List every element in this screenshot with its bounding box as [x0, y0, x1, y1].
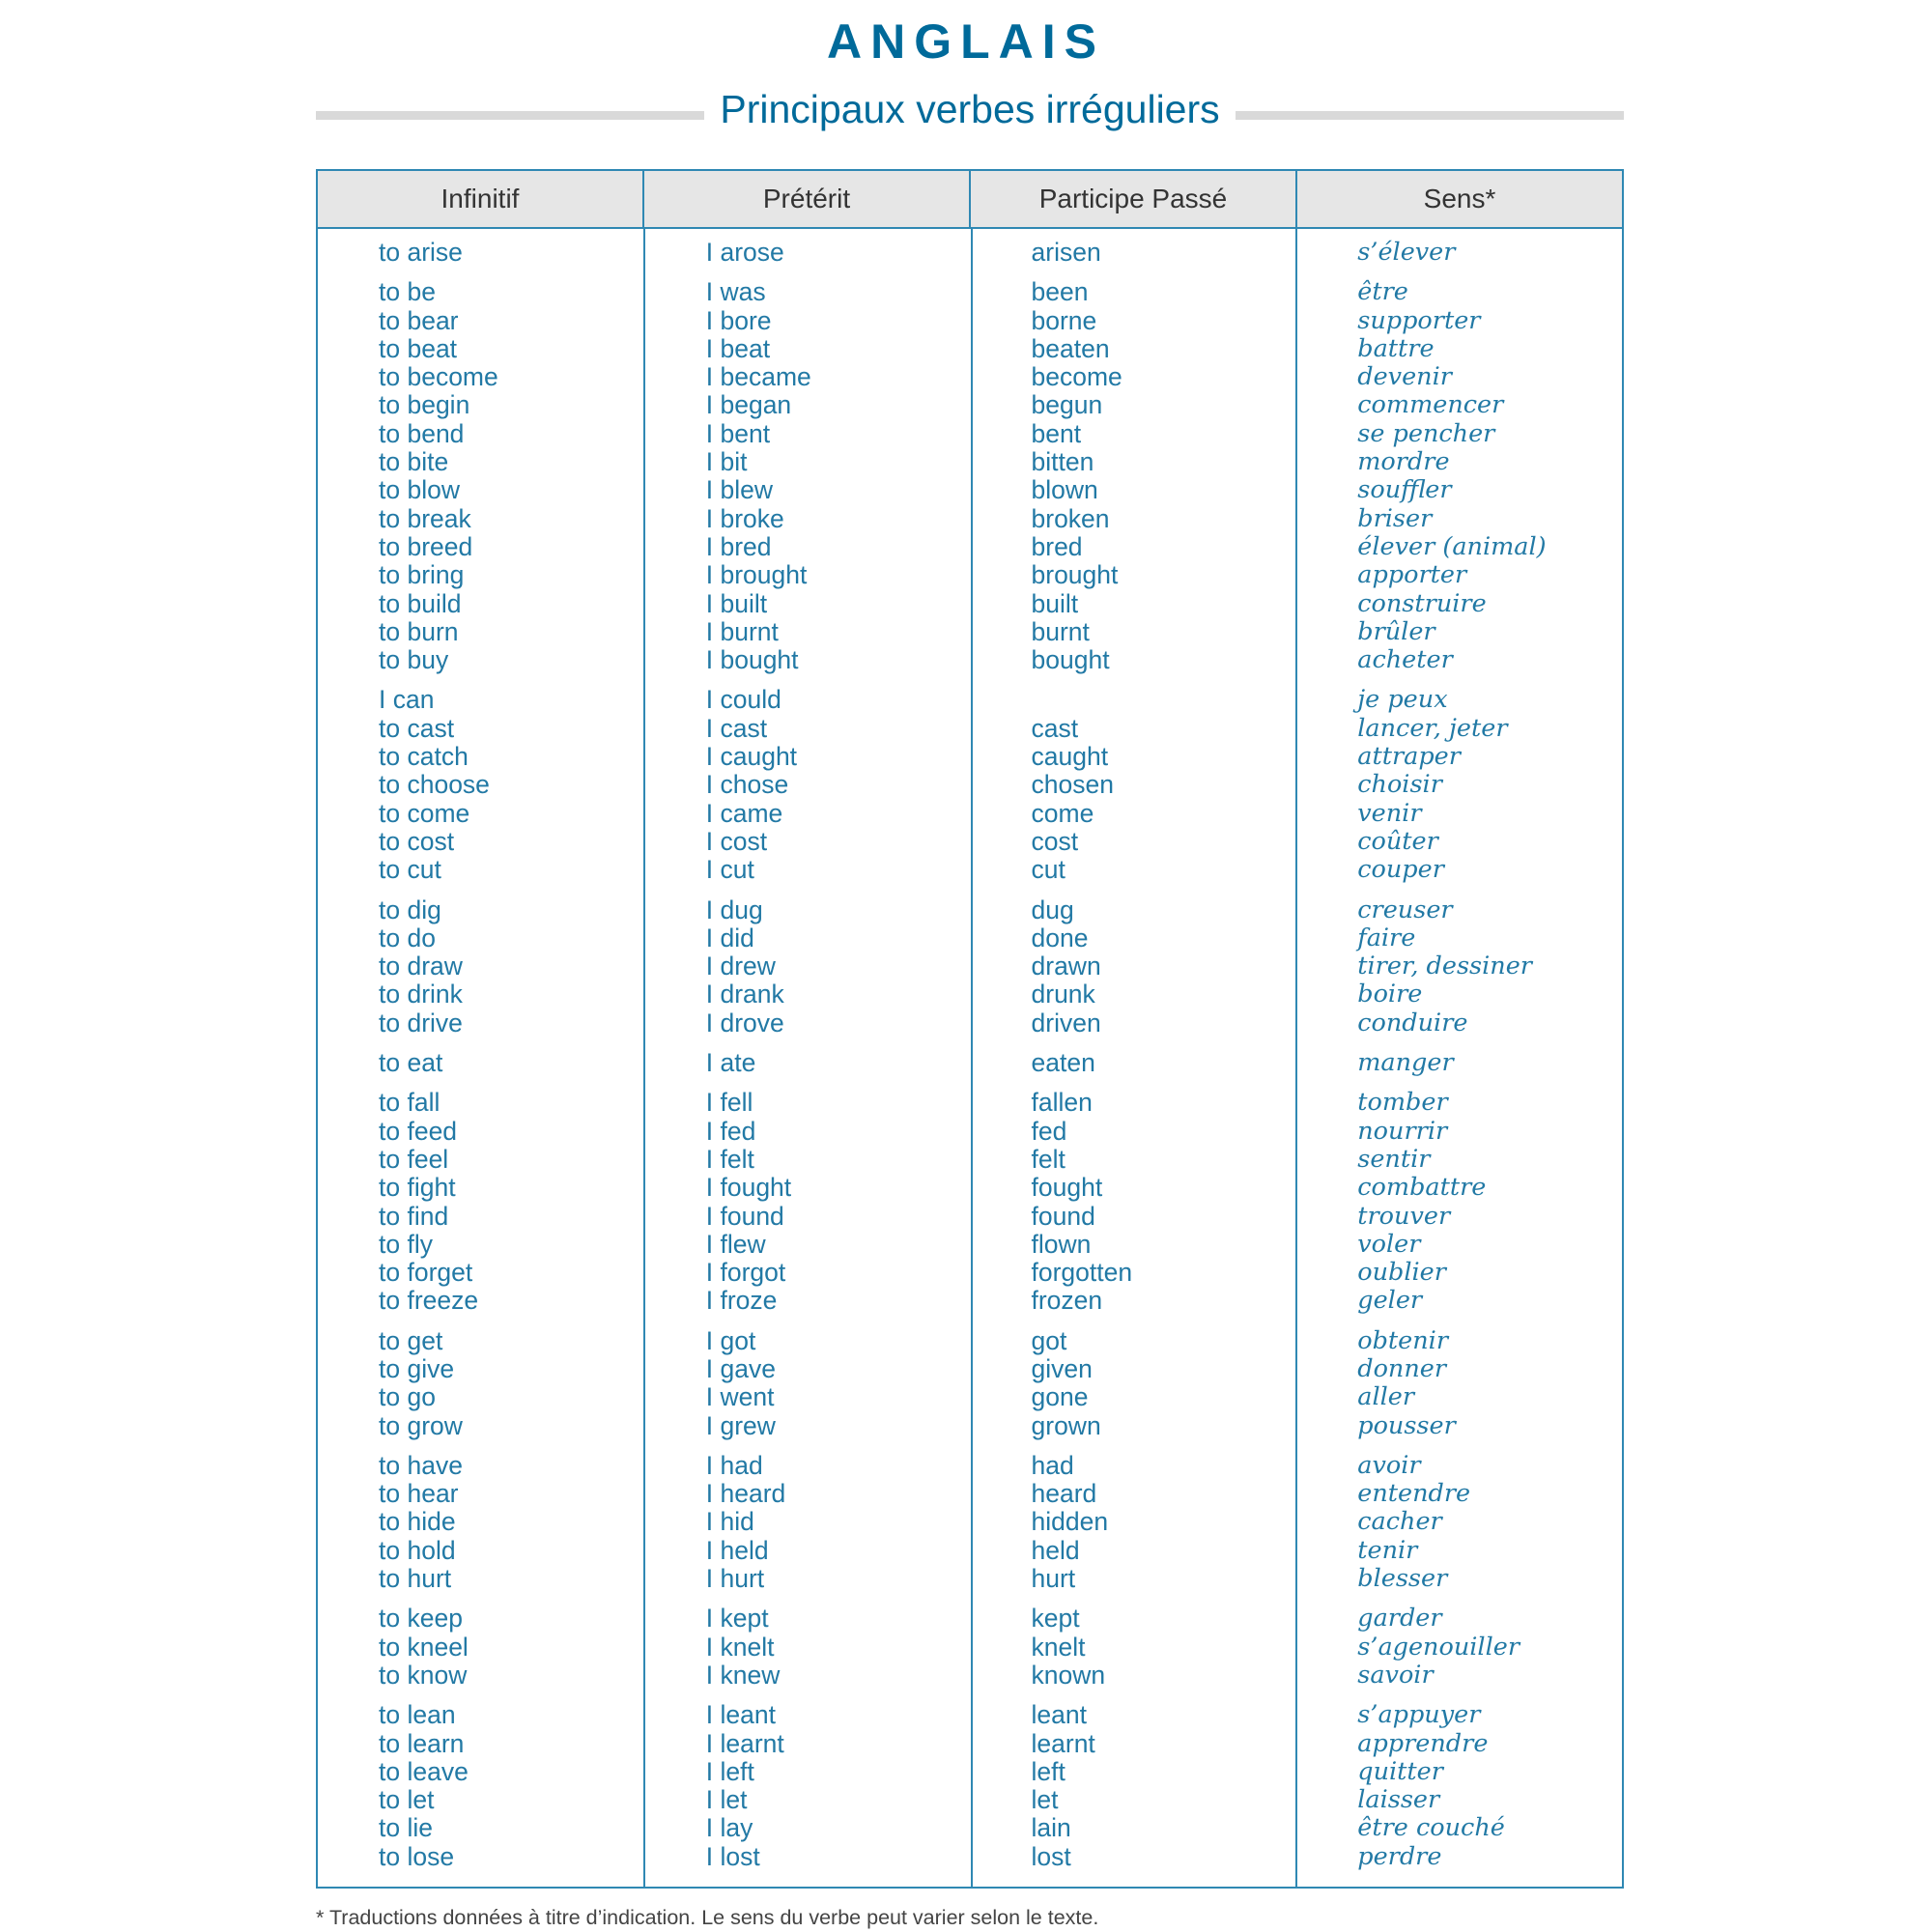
meaning-cell: élever (animal): [1357, 531, 1547, 561]
preterite-cell: I let: [705, 1785, 748, 1815]
preterite-cell: I dug: [705, 895, 763, 924]
preterite-cell: I kept: [705, 1604, 769, 1634]
meaning-cell: apprendre: [1357, 1728, 1489, 1758]
infinitive-cell: to fight: [379, 1173, 456, 1203]
past-participle-cell: got: [1031, 1325, 1067, 1355]
infinitive-cell: to find: [379, 1201, 449, 1231]
verb-group: [379, 896, 643, 1037]
preterite-cell: I burnt: [705, 616, 779, 646]
past-participle-cell: bred: [1031, 531, 1083, 561]
meaning-cell: acheter: [1357, 645, 1453, 675]
meaning-cell: perdre: [1357, 1841, 1442, 1871]
past-participle-cell: [1032, 686, 1296, 714]
past-participle-cell: knelt: [1031, 1632, 1086, 1662]
infinitive-cell: to become: [379, 362, 498, 392]
meaning-cell: apporter: [1357, 560, 1467, 590]
verb-group: [1357, 1049, 1622, 1077]
infinitive-cell: to draw: [379, 952, 463, 981]
verb-group: [1032, 1701, 1296, 1871]
meaning-cell: s’élever: [1357, 238, 1456, 267]
verb-group: [1032, 896, 1296, 1037]
preterite-cell: I cast: [705, 713, 768, 743]
past-participle-cell: fallen: [1031, 1088, 1093, 1118]
preterite-cell: I ate: [705, 1048, 756, 1078]
page-subtitle: Principaux verbes irréguliers: [720, 86, 1220, 131]
infinitive-cell: to know: [379, 1660, 468, 1690]
preterite-cell: I flew: [705, 1229, 766, 1259]
verbs-table: [316, 169, 1624, 1889]
infinitive-cell: to eat: [379, 1048, 443, 1078]
preterite-cell: I felt: [705, 1144, 754, 1174]
past-participle-cell: bought: [1031, 645, 1110, 675]
preterite-cell: I bought: [705, 645, 799, 675]
past-participle-cell: drunk: [1031, 980, 1095, 1009]
preterite-cell: I hurt: [705, 1564, 765, 1594]
verb-group: [1357, 1605, 1622, 1690]
infinitive-cell: to freeze: [379, 1286, 479, 1316]
past-participle-cell: let: [1031, 1785, 1059, 1815]
column-infinitive: [318, 229, 643, 1889]
preterite-cell: I lost: [705, 1841, 760, 1871]
verb-group: [379, 278, 643, 674]
past-participle-cell: heard: [1031, 1479, 1097, 1509]
infinitive-cell: to hide: [379, 1507, 456, 1537]
infinitive-cell: to drive: [379, 1008, 463, 1037]
meaning-cell: garder: [1357, 1604, 1442, 1634]
past-participle-cell: known: [1031, 1660, 1106, 1690]
verb-group: [706, 1452, 971, 1593]
subtitle-right-rule: [1236, 111, 1624, 120]
preterite-cell: I fell: [705, 1088, 753, 1118]
meaning-cell: combattre: [1357, 1173, 1487, 1203]
meaning-cell: sentir: [1357, 1144, 1431, 1174]
meaning-cell: se pencher: [1357, 418, 1495, 448]
infinitive-cell: to beat: [379, 333, 458, 363]
meaning-cell: oublier: [1357, 1258, 1446, 1288]
preterite-cell: I chose: [705, 770, 789, 800]
infinitive-cell: to bring: [379, 560, 465, 590]
infinitive-cell: to keep: [379, 1604, 463, 1634]
verb-group: [1032, 1605, 1296, 1690]
meaning-cell: couper: [1357, 855, 1444, 885]
preterite-cell: I became: [705, 362, 811, 392]
past-participle-cell: kept: [1031, 1604, 1080, 1634]
preterite-cell: I froze: [705, 1286, 778, 1316]
preterite-cell: I forgot: [705, 1258, 786, 1288]
past-participle-cell: found: [1031, 1201, 1095, 1231]
meaning-cell: venir: [1357, 798, 1422, 828]
infinitive-cell: to fly: [379, 1229, 433, 1259]
infinitive-cell: to grow: [379, 1410, 463, 1440]
past-participle-cell: fed: [1031, 1116, 1067, 1146]
past-participle-cell: flown: [1031, 1229, 1092, 1259]
header-past-participle: Participe Passé: [969, 171, 1295, 227]
meaning-cell: devenir: [1357, 362, 1452, 392]
infinitive-cell: to build: [379, 588, 462, 618]
past-participle-cell: driven: [1031, 1008, 1101, 1037]
verb-group: [379, 1327, 643, 1440]
past-participle-cell: burnt: [1031, 616, 1090, 646]
past-participle-cell: become: [1031, 362, 1122, 392]
verb-group: [1032, 1327, 1296, 1440]
preterite-cell: I held: [705, 1535, 769, 1565]
verb-group: [706, 1605, 971, 1690]
meaning-cell: briser: [1357, 503, 1433, 533]
preterite-cell: I was: [705, 277, 766, 307]
meaning-cell: souffler: [1357, 475, 1452, 505]
meaning-cell: je peux: [1357, 685, 1448, 715]
infinitive-cell: to learn: [379, 1728, 465, 1758]
table-header: [318, 171, 1622, 229]
infinitive-cell: to begin: [379, 390, 470, 420]
past-participle-cell: lain: [1031, 1813, 1071, 1843]
meaning-cell: aller: [1357, 1382, 1415, 1412]
infinitive-cell: to blow: [379, 475, 460, 505]
preterite-cell: I broke: [705, 503, 784, 533]
past-participle-cell: grown: [1031, 1410, 1101, 1440]
meaning-cell: avoir: [1357, 1450, 1421, 1480]
infinitive-cell: to forget: [379, 1258, 473, 1288]
past-participle-cell: borne: [1031, 305, 1097, 335]
header-meaning: Sens*: [1295, 171, 1622, 227]
past-participle-cell: cost: [1031, 826, 1079, 856]
meaning-cell: tirer, dessiner: [1357, 952, 1532, 981]
verb-group: [379, 1049, 643, 1077]
verb-group: [706, 686, 971, 884]
preterite-cell: I bore: [705, 305, 772, 335]
meaning-cell: être: [1357, 277, 1408, 307]
past-participle-cell: built: [1031, 588, 1079, 618]
past-participle-cell: brought: [1031, 560, 1119, 590]
past-participle-cell: felt: [1031, 1144, 1065, 1174]
preterite-cell: I lay: [705, 1813, 753, 1843]
meaning-cell: cacher: [1357, 1507, 1442, 1537]
preterite-cell: I built: [705, 588, 768, 618]
infinitive-cell: to give: [379, 1353, 455, 1383]
verb-group: [1357, 239, 1622, 267]
verb-group: [1357, 686, 1622, 884]
infinitive-cell: to hold: [379, 1535, 456, 1565]
preterite-cell: I went: [705, 1382, 775, 1412]
infinitive-cell: to let: [379, 1785, 435, 1815]
meaning-cell: manger: [1357, 1048, 1454, 1078]
past-participle-cell: arisen: [1031, 238, 1101, 267]
meaning-cell: lancer, jeter: [1357, 713, 1508, 743]
verb-group: [379, 1701, 643, 1871]
preterite-cell: I leant: [705, 1700, 776, 1730]
meaning-cell: geler: [1357, 1286, 1423, 1316]
subtitle-row: [316, 81, 1624, 137]
preterite-cell: I bred: [705, 531, 772, 561]
verb-group: [706, 896, 971, 1037]
preterite-cell: I could: [705, 685, 781, 715]
preterite-cell: I got: [705, 1325, 756, 1355]
infinitive-cell: I can: [379, 685, 435, 715]
meaning-cell: blesser: [1357, 1564, 1448, 1594]
meaning-cell: laisser: [1357, 1785, 1440, 1815]
past-participle-cell: gone: [1031, 1382, 1089, 1412]
meaning-cell: tenir: [1357, 1535, 1418, 1565]
infinitive-cell: to bear: [379, 305, 459, 335]
column-past-participle: [971, 229, 1296, 1889]
infinitive-cell: to arise: [379, 238, 463, 267]
preterite-cell: I had: [705, 1450, 763, 1480]
infinitive-cell: to come: [379, 798, 470, 828]
past-participle-cell: broken: [1031, 503, 1110, 533]
preterite-cell: I knew: [705, 1660, 781, 1690]
meaning-cell: coûter: [1357, 826, 1438, 856]
infinitive-cell: to hurt: [379, 1564, 452, 1594]
past-participle-cell: beaten: [1031, 333, 1110, 363]
meaning-cell: attraper: [1357, 742, 1461, 772]
infinitive-cell: to bite: [379, 447, 449, 477]
infinitive-cell: to buy: [379, 645, 449, 675]
verb-group: [1357, 1327, 1622, 1440]
past-participle-cell: forgotten: [1031, 1258, 1133, 1288]
past-participle-cell: cut: [1031, 855, 1065, 885]
past-participle-cell: done: [1031, 923, 1089, 952]
verb-group: [379, 1605, 643, 1690]
verb-group: [1357, 1089, 1622, 1315]
past-participle-cell: lost: [1031, 1841, 1071, 1871]
infinitive-cell: to be: [379, 277, 436, 307]
past-participle-cell: bent: [1031, 418, 1082, 448]
meaning-cell: supporter: [1357, 305, 1481, 335]
column-preterite: [643, 229, 971, 1889]
past-participle-cell: leant: [1031, 1700, 1087, 1730]
past-participle-cell: come: [1031, 798, 1094, 828]
verb-group: [706, 1327, 971, 1440]
verb-group: [379, 1452, 643, 1593]
infinitive-cell: to have: [379, 1450, 463, 1480]
infinitive-cell: to kneel: [379, 1632, 469, 1662]
infinitive-cell: to leave: [379, 1756, 469, 1786]
past-participle-cell: frozen: [1031, 1286, 1103, 1316]
past-participle-cell: cast: [1031, 713, 1079, 743]
infinitive-cell: to burn: [379, 616, 459, 646]
preterite-cell: I left: [705, 1756, 754, 1786]
preterite-cell: I grew: [705, 1410, 776, 1440]
past-participle-cell: given: [1031, 1353, 1093, 1383]
verb-group: [1357, 1452, 1622, 1593]
past-participle-cell: eaten: [1031, 1048, 1095, 1078]
past-participle-cell: chosen: [1031, 770, 1114, 800]
infinitive-cell: to lean: [379, 1700, 456, 1730]
preterite-cell: I bent: [705, 418, 771, 448]
preterite-cell: I knelt: [705, 1632, 775, 1662]
header-preterite: Prétérit: [642, 171, 969, 227]
infinitive-cell: to lose: [379, 1841, 455, 1871]
meaning-cell: entendre: [1357, 1479, 1471, 1509]
meaning-cell: trouver: [1357, 1201, 1451, 1231]
preterite-cell: I arose: [705, 238, 784, 267]
preterite-cell: I cost: [705, 826, 768, 856]
preterite-cell: I blew: [705, 475, 773, 505]
header-infinitive: Infinitif: [440, 184, 520, 213]
preterite-cell: I beat: [705, 333, 771, 363]
verb-group: [706, 1089, 971, 1315]
preterite-cell: I fed: [705, 1116, 756, 1146]
preterite-cell: I caught: [705, 742, 798, 772]
infinitive-cell: to drink: [379, 980, 463, 1009]
infinitive-cell: to choose: [379, 770, 490, 800]
meaning-cell: battre: [1357, 333, 1435, 363]
verb-group: [1357, 896, 1622, 1037]
infinitive-cell: to bend: [379, 418, 465, 448]
infinitive-cell: to do: [379, 923, 436, 952]
verb-group: [1357, 1701, 1622, 1871]
meaning-cell: mordre: [1357, 447, 1450, 477]
meaning-cell: donner: [1357, 1353, 1447, 1383]
infinitive-cell: to lie: [379, 1813, 433, 1843]
meaning-cell: s’agenouiller: [1357, 1632, 1520, 1662]
preterite-cell: I drove: [705, 1008, 784, 1037]
column-meaning: [1295, 229, 1622, 1889]
infinitive-cell: to feed: [379, 1116, 458, 1146]
infinitive-cell: to go: [379, 1382, 436, 1412]
meaning-cell: quitter: [1357, 1756, 1443, 1786]
verb-group: [1032, 1049, 1296, 1077]
meaning-cell: construire: [1357, 588, 1487, 618]
verb-group: [379, 686, 643, 884]
meaning-cell: nourrir: [1357, 1116, 1448, 1146]
meaning-cell: s’appuyer: [1357, 1700, 1481, 1730]
past-participle-cell: hurt: [1031, 1564, 1076, 1594]
past-participle-cell: been: [1031, 277, 1089, 307]
preterite-cell: I came: [705, 798, 783, 828]
verb-group: [706, 239, 971, 267]
infinitive-cell: to fall: [379, 1088, 440, 1118]
meaning-cell: boire: [1357, 980, 1423, 1009]
verb-group: [1032, 1452, 1296, 1593]
past-participle-cell: left: [1031, 1756, 1065, 1786]
preterite-cell: I began: [705, 390, 792, 420]
preterite-cell: I heard: [705, 1479, 786, 1509]
verb-group: [1357, 278, 1622, 674]
preterite-cell: I brought: [705, 560, 808, 590]
preterite-cell: I did: [705, 923, 754, 952]
meaning-cell: tomber: [1357, 1088, 1448, 1118]
verb-group: [1032, 239, 1296, 267]
meaning-cell: commencer: [1357, 390, 1504, 420]
infinitive-cell: to dig: [379, 895, 441, 924]
page-title: ANGLAIS: [827, 14, 1105, 69]
verb-group: [1032, 278, 1296, 674]
verb-group: [379, 239, 643, 267]
table-body: [318, 229, 1622, 1889]
verb-group: [706, 1701, 971, 1871]
preterite-cell: I hid: [705, 1507, 754, 1537]
verb-group: [706, 278, 971, 674]
meaning-cell: conduire: [1357, 1008, 1468, 1037]
meaning-cell: obtenir: [1357, 1325, 1449, 1355]
preterite-cell: I learnt: [705, 1728, 784, 1758]
past-participle-cell: bitten: [1031, 447, 1094, 477]
preterite-cell: I drew: [705, 952, 776, 981]
infinitive-cell: to get: [379, 1325, 443, 1355]
infinitive-cell: to breed: [379, 531, 473, 561]
verb-group: [379, 1089, 643, 1315]
meaning-cell: choisir: [1357, 770, 1442, 800]
verb-group: [1032, 1089, 1296, 1315]
past-participle-cell: held: [1031, 1535, 1080, 1565]
past-participle-cell: drawn: [1031, 952, 1101, 981]
verb-group: [1032, 686, 1296, 884]
preterite-cell: I fought: [705, 1173, 792, 1203]
infinitive-cell: to cut: [379, 855, 441, 885]
preterite-cell: I found: [705, 1201, 784, 1231]
preterite-cell: I drank: [705, 980, 784, 1009]
footnote: * Traductions données à titre d’indication. Le sens du verbe peut varier selon le texte.: [316, 1906, 1099, 1929]
meaning-cell: voler: [1357, 1229, 1421, 1259]
meaning-cell: pousser: [1357, 1410, 1456, 1440]
infinitive-cell: to feel: [379, 1144, 449, 1174]
past-participle-cell: dug: [1031, 895, 1074, 924]
meaning-cell: creuser: [1357, 895, 1453, 924]
infinitive-cell: to break: [379, 503, 471, 533]
subtitle-left-rule: [316, 111, 704, 120]
meaning-cell: faire: [1357, 923, 1416, 952]
meaning-cell: être couché: [1357, 1813, 1505, 1843]
meaning-cell: savoir: [1357, 1660, 1434, 1690]
past-participle-cell: had: [1031, 1450, 1074, 1480]
preterite-cell: I bit: [705, 447, 748, 477]
preterite-cell: I gave: [705, 1353, 776, 1383]
past-participle-cell: blown: [1031, 475, 1098, 505]
past-participle-cell: begun: [1031, 390, 1103, 420]
infinitive-cell: to hear: [379, 1479, 459, 1509]
meaning-cell: brûler: [1357, 616, 1435, 646]
past-participle-cell: hidden: [1031, 1507, 1109, 1537]
verb-group: [706, 1049, 971, 1077]
infinitive-cell: to cast: [379, 713, 455, 743]
preterite-cell: I cut: [705, 855, 754, 885]
infinitive-cell: to cost: [379, 826, 455, 856]
past-participle-cell: learnt: [1031, 1728, 1095, 1758]
past-participle-cell: fought: [1031, 1173, 1103, 1203]
infinitive-cell: to catch: [379, 742, 469, 772]
past-participle-cell: caught: [1031, 742, 1109, 772]
